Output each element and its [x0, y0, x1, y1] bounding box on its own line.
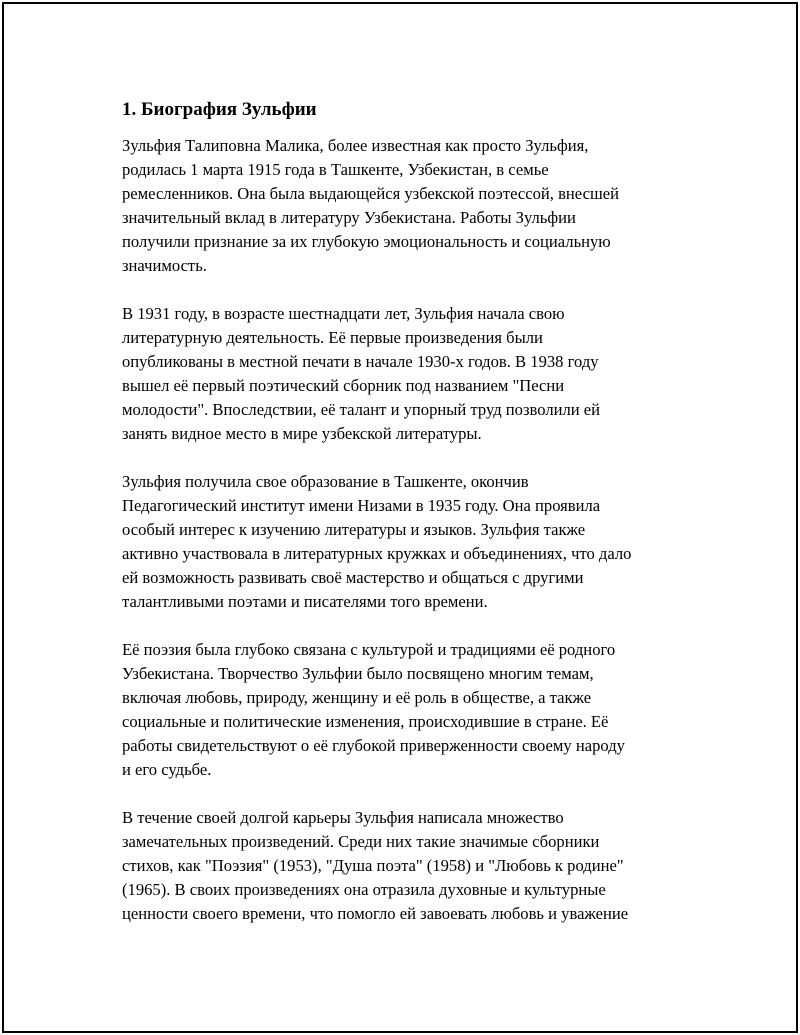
text-line: Узбекистана. Творчество Зульфии было посвящено многим темам,: [122, 664, 594, 683]
paragraph-1: [122, 134, 702, 278]
text-line: включая любовь, природу, женщину и её роль в обществе, а также: [122, 688, 592, 707]
section-heading: 1. Биография Зульфии: [122, 99, 317, 120]
text-line: активно участвовала в литературных кружках и объединениях, что дало: [122, 544, 632, 563]
paragraph-2: [122, 302, 702, 446]
text-line: стихов, как "Поэзия" (1953), "Душа поэта" (1958) и "Любовь к родине": [122, 856, 624, 875]
page-frame: [2, 2, 798, 1033]
text-line: опубликованы в местной печати в начале 1930-х годов. В 1938 году: [122, 352, 599, 371]
text-line: талантливыми поэтами и писателями того времени.: [122, 592, 488, 611]
text-line: Педагогический институт имени Низами в 1935 году. Она проявила: [122, 496, 601, 515]
text-line: Зульфия Талиповна Малика, более известная как просто Зульфия,: [122, 136, 589, 155]
text-line: В течение своей долгой карьеры Зульфия написала множество: [122, 808, 564, 827]
text-line: замечательных произведений. Среди них такие значимые сборники: [122, 832, 600, 851]
paragraph-3: [122, 470, 702, 614]
text-line: получили признание за их глубокую эмоциональность и социальную: [122, 232, 611, 251]
text-line: родилась 1 марта 1915 года в Ташкенте, Узбекистан, в семье: [122, 160, 549, 179]
text-line: занять видное место в мире узбекской литературы.: [122, 424, 482, 443]
text-line: ремесленников. Она была выдающейся узбекской поэтессой, внесшей: [122, 184, 619, 203]
text-line: социальные и политические изменения, происходившие в стране. Её: [122, 712, 609, 731]
text-line: значимость.: [122, 256, 207, 275]
text-line: работы свидетельствуют о её глубокой приверженности своему народу: [122, 736, 625, 755]
text-line: молодости". Впоследствии, её талант и упорный труд позволили ей: [122, 400, 601, 419]
text-line: литературную деятельность. Её первые произведения были: [122, 328, 543, 347]
text-line: особый интерес к изучению литературы и языков. Зульфия также: [122, 520, 586, 539]
text-line: (1965). В своих произведениях она отразила духовные и культурные: [122, 880, 606, 899]
text-line: ценности своего времени, что помогло ей завоевать любовь и уважение: [122, 904, 629, 923]
text-line: Её поэзия была глубоко связана с культурой и традициями её родного: [122, 640, 616, 659]
text-line: вышел её первый поэтический сборник под названием "Песни: [122, 376, 565, 395]
paragraph-5: [122, 806, 702, 926]
text-line: Зульфия получила свое образование в Ташкенте, окончив: [122, 472, 529, 491]
text-line: значительный вклад в литературу Узбекистана. Работы Зульфии: [122, 208, 576, 227]
paragraph-4: [122, 638, 702, 782]
document-body: [122, 98, 702, 950]
text-line: ей возможность развивать своё мастерство и общаться с другими: [122, 568, 584, 587]
text-line: В 1931 году, в возрасте шестнадцати лет, Зульфия начала свою: [122, 304, 565, 323]
text-line: и его судьбе.: [122, 760, 212, 779]
